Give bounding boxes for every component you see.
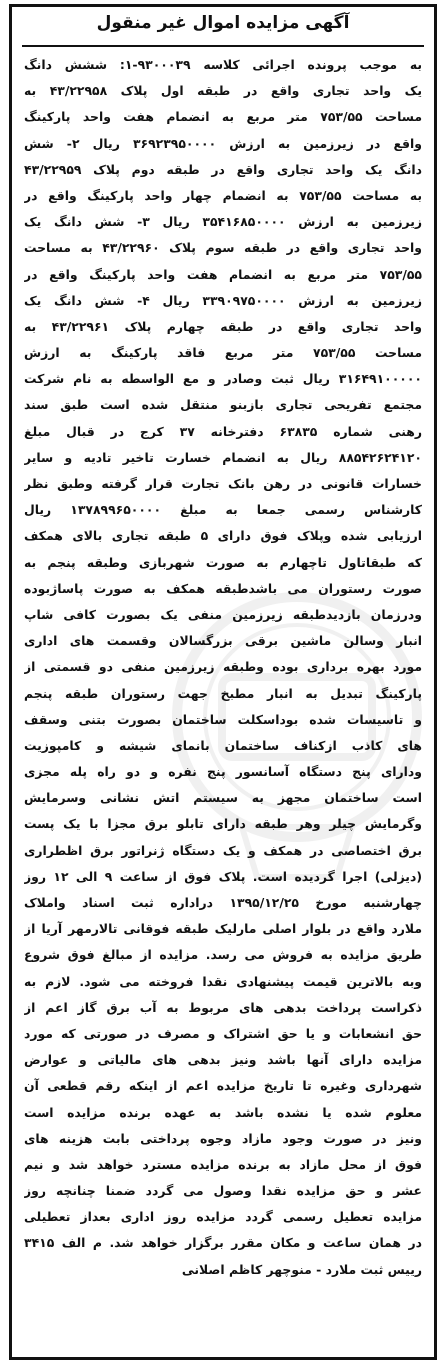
notice-line: کارشناس رسمی جمعا به مبلغ ۱۳۷۸۹۹۶۵۰۰۰۰ ریال xyxy=(24,502,422,518)
notice-line: شهرداری وغیره تا تاریخ مزایده اعم از اینکه رقم قطعی آن xyxy=(24,1078,422,1094)
notice-line: وبه بالاترین قیمت پیشنهادی نقدا فروخته می شود. لازم به xyxy=(24,973,422,989)
notice-line: زیرزمین به ارزش ۳۳۹۰۹۷۵۰۰۰۰ ریال ۴- شش دانگ یک xyxy=(24,292,422,308)
notice-line: طریق مزایده به فروش می رسد. مزایده از مبالغ فوق شروع xyxy=(24,947,422,963)
title-divider xyxy=(22,45,424,47)
notice-line: وگرمایش چیلر وهر طبقه دارای تابلو برق مجزا با یک پست xyxy=(24,816,422,832)
notice-line: فوق از محل مازاد به برنده مزایده مسترد خواهد شد و نیم xyxy=(24,1156,422,1172)
notice-line: خسارات قانونی در رهن بانک تجارت قرار گرفته وطبق نظر xyxy=(24,476,422,491)
notice-line: زیرزمین به ارزش ۳۵۴۱۶۸۵۰۰۰۰ ریال ۳- شش دانگ یک xyxy=(24,214,422,230)
notice-line: مساحت ۷۵۳/۵۵ متر مربع فاقد پارکینگ به ارزش xyxy=(24,345,422,361)
notice-line: صورت رستوران می باشدطبقه همکف به صورت پاساژبوده xyxy=(24,580,422,596)
notice-line: ۳۱۶۴۹۱۰۰۰۰۰ ریال ثبت وصادر و مع الواسطه به نام شرکت xyxy=(24,371,422,387)
notice-line: مساحت ۷۵۳/۵۵ متر مربع به انضمام هفت واحد پارکینگ xyxy=(24,109,422,125)
title-container xyxy=(12,13,434,33)
notice-line: مزایده دارای آنها باشد ونیز بدهی های مالیاتی و عوارض xyxy=(24,1052,422,1068)
notice-line: یک واحد تجاری واقع در طبقه اول پلاک ۴۳/۲۲۹۵۸ به xyxy=(24,83,422,99)
notice-body xyxy=(24,52,422,1283)
notice-line: مجتمع تفریحی تجاری بازبنو منتقل شده است طبق سند xyxy=(24,397,422,413)
notice-line: ودارای پنج دستگاه آسانسور پنج نفره و دو راه پله مجزی xyxy=(24,764,422,780)
notice-line: ۸۸۵۴۲۶۲۴۱۲۰ ریال به انضمام خسارت تاخیر تادیه و سایر xyxy=(24,449,422,465)
notice-line: واحد تجاری واقع در طبقه چهارم پلاک ۴۳/۲۲۹۶۱ به xyxy=(24,318,422,334)
notice-title: آگهی مزایده اموال غیر منقول xyxy=(96,13,350,33)
notice-line: دانگ یک واحد تجاری واقع در طبقه دوم پلاک ۴۳/۲۲۹۵۹ xyxy=(24,161,422,177)
notice-line: چهارشنبه مورخ ۱۳۹۵/۱۲/۲۵ دراداره ثبت اسناد واملاک xyxy=(24,895,422,910)
notice-line: عشر و حق مزایده نقدا وصول می گردد ضمنا چنانچه روز xyxy=(24,1183,422,1199)
notice-line: که طبقاتاول تاچهارم به صورت شهربازی وطبقه پنجم به xyxy=(24,554,422,570)
notice-line: های کاذب ازکناف ساختمان بانمای شیشه و کامپوزیت xyxy=(24,737,422,753)
notice-line: رهنی شماره ۶۳۸۳۵ دفترخانه ۳۷ کرج در قبال مبلغ xyxy=(24,423,422,439)
notice-line: است ساختمان مجهز به سیستم اتش نشانی وسرمایش xyxy=(24,790,422,806)
notice-line: پارکینگ تبدیل به انبار مطبخ جهت رستوران طبقه پنجم xyxy=(24,685,422,701)
notice-line: به مساحت ۷۵۳/۵۵ به انضمام چهار واحد پارکینگ واقع در xyxy=(24,187,422,203)
notice-line: واحد تجاری واقع در طبقه سوم پلاک ۴۳/۲۲۹۶۰ به مساحت xyxy=(24,240,422,256)
notice-line: به موجب پرونده اجرائی کلاسه ۹۳۰۰۰۳۹-۱: ششش دانگ xyxy=(24,57,422,72)
notice-line: ۷۵۳/۵۵ متر مربع به انضمام هفت واحد پارکینگ واقع در xyxy=(24,266,422,282)
notice-line: حق انشعابات و یا حق اشتراک و مصرف در صورتی که مورد xyxy=(24,1025,422,1041)
auction-notice xyxy=(9,4,437,1360)
notice-line: ونیز در صورت وجود مازاد وجوه پرداختی بابت هزینه های xyxy=(24,1130,422,1146)
notice-line: (دیزلی) اجرا گردیده است. پلاک فوق از ساعت ۹ الی ۱۲ روز xyxy=(24,868,422,884)
notice-line: ودرزمان بازدیدطبقه زیرزمین منفی یک بصورت کافی شاپ xyxy=(24,606,422,622)
notice-line: معلوم شده یا نشده باشد به عهده برنده مزایده است xyxy=(24,1104,422,1120)
notice-line: واقع در زیرزمین به ارزش ۳۶۹۲۳۹۵۰۰۰۰ ریال ۲- شش xyxy=(24,135,422,151)
notice-line: مزایده تعطیل رسمی گردد مزایده روز اداری بعداز تعطیلی xyxy=(24,1209,422,1225)
notice-line: در همان ساعت و مکان مقرر برگزار خواهد شد. م الف ۳۴۱۵ xyxy=(24,1235,422,1251)
notice-line: برق اختصاصی در همکف و یک دستگاه ژنراتور برق اظطراری xyxy=(24,842,422,858)
notice-line: انبار وسالن ماشین برقی بزرگسالان وقسمت های اداری xyxy=(24,633,422,649)
notice-line: و تاسیسات شده بوداسکلت ساختمان بصورت بتنی وسقف xyxy=(24,711,422,727)
notice-line: ملارد واقع در بلوار اصلی مارلیک طبقه فوقانی تالارمهر آریا از xyxy=(24,921,422,937)
notice-line: رییس ثبت ملارد - منوچهر کاظم اصلانی xyxy=(181,1261,422,1277)
notice-line: ذکراست پرداخت بدهی های مربوط به آب برق گاز اعم از xyxy=(24,999,422,1015)
notice-line: ارزیابی شده وپلاک فوق دارای ۵ طبقه تجاری بالای همکف xyxy=(24,528,422,544)
notice-line: مورد بهره برداری بوده وطبقه زیرزمین منفی دو قسمتی از xyxy=(24,659,422,675)
